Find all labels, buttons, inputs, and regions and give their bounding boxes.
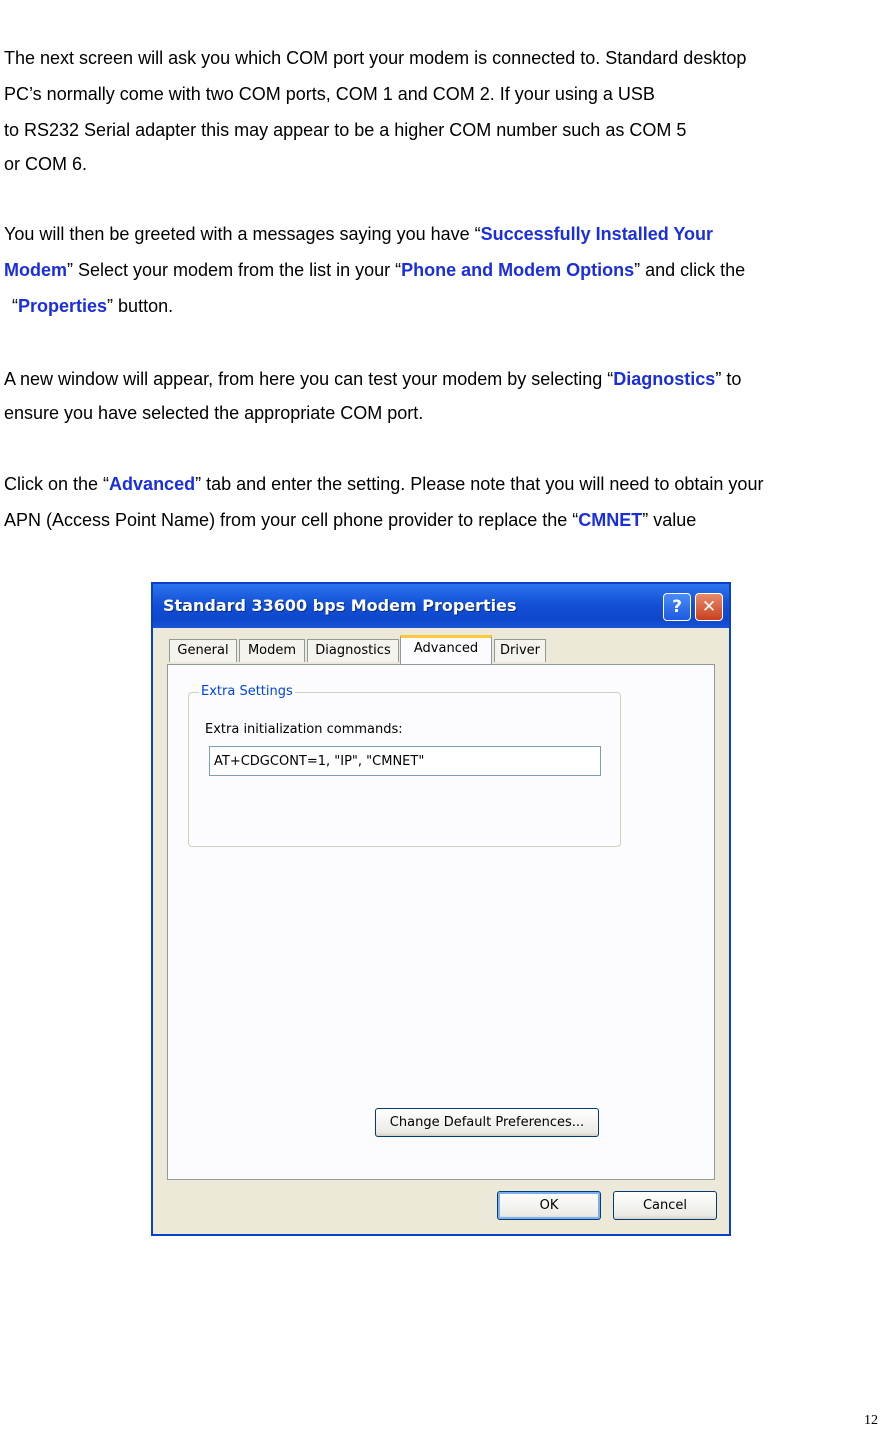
modem-properties-dialog bbox=[151, 582, 731, 1236]
text-line: The next screen will ask you which COM port your modem is connected to. Standard desktop bbox=[4, 48, 747, 68]
text-line: to RS232 Serial adapter this may appear to be a higher COM number such as COM 5 bbox=[4, 120, 687, 140]
text-run: APN (Access Point Name) from your cell phone provider to replace the “ bbox=[4, 510, 579, 530]
text-line: or COM 6. bbox=[4, 154, 88, 174]
keyword-phone-modem-options: Phone and Modem Options bbox=[401, 260, 635, 280]
group-label: Extra Settings bbox=[201, 684, 293, 699]
text-run: Click on the “ bbox=[4, 474, 110, 494]
tab-general[interactable]: General bbox=[169, 639, 237, 662]
text-run: ” to bbox=[715, 369, 742, 389]
page-number: 12 bbox=[864, 1413, 878, 1428]
keyword-diagnostics: Diagnostics bbox=[613, 369, 716, 389]
text-run: A new window will appear, from here you can test your modem by selecting “ bbox=[4, 369, 614, 389]
text-line: ensure you have selected the appropriate COM port. bbox=[4, 403, 424, 423]
keyword-successfully-installed: Successfully Installed Your bbox=[480, 224, 714, 244]
text-run: ” value bbox=[642, 510, 697, 530]
keyword-modem: Modem bbox=[4, 260, 67, 280]
keyword-advanced: Advanced bbox=[109, 474, 196, 494]
text-run: ” tab and enter the setting. Please note that you will need to obtain your bbox=[195, 474, 764, 494]
tab-diagnostics[interactable]: Diagnostics bbox=[307, 639, 399, 662]
text-run: “ bbox=[12, 296, 18, 316]
keyword-properties: Properties bbox=[18, 296, 108, 316]
init-commands-label: Extra initialization commands: bbox=[205, 722, 403, 737]
text-run: You will then be greeted with a messages saying you have “ bbox=[4, 224, 481, 244]
tab-driver[interactable]: Driver bbox=[494, 639, 546, 662]
text-line: PC’s normally come with two COM ports, COM 1 and COM 2. If your using a USB bbox=[4, 84, 655, 104]
advanced-tab-panel bbox=[167, 664, 715, 1180]
dialog-title: Standard 33600 bps Modem Properties bbox=[163, 596, 517, 615]
init-commands-input[interactable] bbox=[209, 746, 601, 776]
ok-button[interactable]: OK bbox=[497, 1191, 601, 1220]
extra-settings-group bbox=[188, 684, 621, 847]
tab-modem[interactable]: Modem bbox=[239, 639, 305, 662]
change-default-preferences-button[interactable]: Change Default Preferences... bbox=[375, 1108, 599, 1137]
text-run: ” Select your modem from the list in your “ bbox=[67, 260, 402, 280]
close-button[interactable]: ✕ bbox=[695, 593, 723, 621]
text-run: ” button. bbox=[107, 296, 174, 316]
dialog-titlebar bbox=[153, 584, 729, 628]
tab-advanced[interactable]: Advanced bbox=[400, 635, 492, 664]
help-button[interactable]: ? bbox=[663, 593, 691, 621]
text-run: ” and click the bbox=[634, 260, 746, 280]
keyword-cmnet: CMNET bbox=[578, 510, 643, 530]
cancel-button[interactable]: Cancel bbox=[613, 1191, 717, 1220]
